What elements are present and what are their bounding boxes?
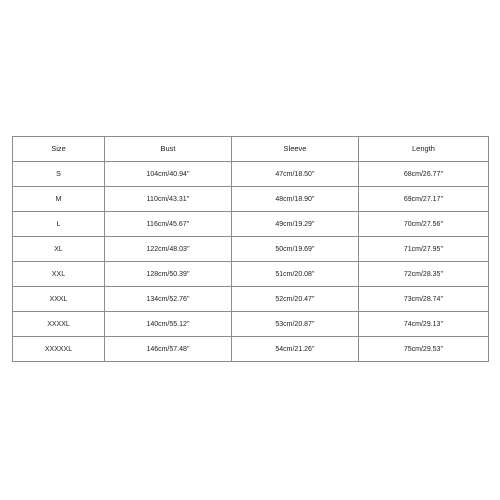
size-cell: L — [13, 212, 105, 237]
header-row — [13, 137, 489, 162]
size-chart-table — [12, 136, 489, 362]
table-row — [13, 212, 489, 237]
header-size: Size — [13, 137, 105, 162]
table-row — [13, 187, 489, 212]
length-cell: 69cm/27.17'' — [359, 187, 489, 212]
bust-cell: 110cm/43.31'' — [105, 187, 232, 212]
bust-cell: 116cm/45.67'' — [105, 212, 232, 237]
length-cell: 70cm/27.56'' — [359, 212, 489, 237]
size-cell: XXXXXL — [13, 337, 105, 362]
size-cell: M — [13, 187, 105, 212]
sleeve-cell: 52cm/20.47'' — [232, 287, 359, 312]
table-row — [13, 262, 489, 287]
table-row — [13, 162, 489, 187]
table-row — [13, 287, 489, 312]
sleeve-cell: 48cm/18.90'' — [232, 187, 359, 212]
size-cell: XL — [13, 237, 105, 262]
sleeve-cell: 49cm/19.29'' — [232, 212, 359, 237]
sleeve-cell: 53cm/20.87'' — [232, 312, 359, 337]
bust-cell: 146cm/57.48'' — [105, 337, 232, 362]
size-cell: S — [13, 162, 105, 187]
header-length: Length — [359, 137, 489, 162]
size-cell: XXXL — [13, 287, 105, 312]
header-sleeve: Sleeve — [232, 137, 359, 162]
sleeve-cell: 54cm/21.26'' — [232, 337, 359, 362]
length-cell: 74cm/29.13'' — [359, 312, 489, 337]
sleeve-cell: 47cm/18.50'' — [232, 162, 359, 187]
sleeve-cell: 50cm/19.69'' — [232, 237, 359, 262]
sleeve-cell: 51cm/20.08'' — [232, 262, 359, 287]
length-cell: 68cm/26.77'' — [359, 162, 489, 187]
table-row — [13, 337, 489, 362]
bust-cell: 122cm/48.03'' — [105, 237, 232, 262]
table-row — [13, 237, 489, 262]
header-bust: Bust — [105, 137, 232, 162]
bust-cell: 134cm/52.76'' — [105, 287, 232, 312]
bust-cell: 128cm/50.39'' — [105, 262, 232, 287]
length-cell: 75cm/29.53'' — [359, 337, 489, 362]
bust-cell: 140cm/55.12'' — [105, 312, 232, 337]
size-cell: XXL — [13, 262, 105, 287]
length-cell: 71cm/27.95'' — [359, 237, 489, 262]
length-cell: 73cm/28.74'' — [359, 287, 489, 312]
table-row — [13, 312, 489, 337]
size-cell: XXXXL — [13, 312, 105, 337]
bust-cell: 104cm/40.94'' — [105, 162, 232, 187]
length-cell: 72cm/28.35'' — [359, 262, 489, 287]
